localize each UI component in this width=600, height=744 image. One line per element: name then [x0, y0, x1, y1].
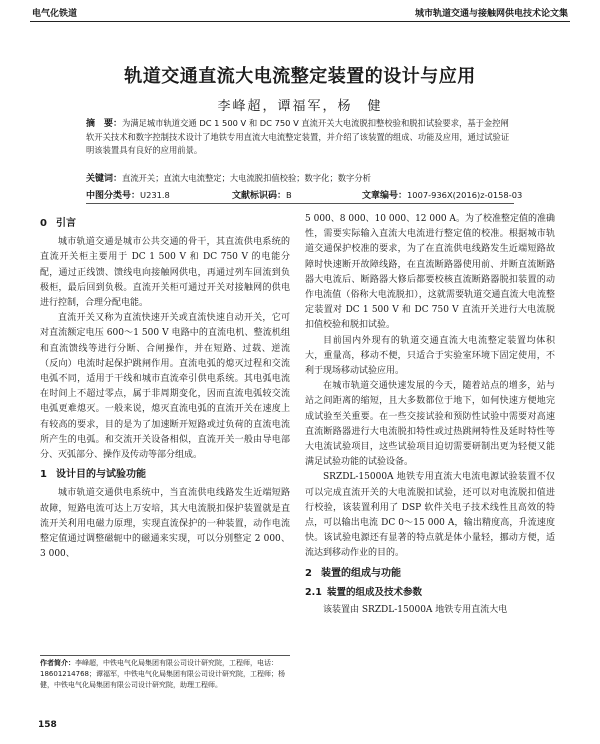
paragraph: SRZDL-15000A 地铁专用直流大电流电源试验装置不仅可以完成直流开关的大电流脱扣试验，还可以对电流脱扣值进行校验，该装置利用了 DSP 软件关电子技术线性且高效的特点，可以输出电流 DC 0～15 000 A，输出精度高，升流速度快。该试验电源还有显著的特点就是体小量轻，挪动方便，适流达到移动作业的目的。 [305, 472, 555, 559]
section-number: 0 [40, 218, 47, 229]
paragraph: 城市轨道交通供电系统中，当直流供电线路发生近端短路故障，短路电流可达上万安培，其大电流脱扣保护装置就是直流开关利用电磁力原理，实现直流保护的一种装置，动作电流整定值通过调整磁轭中的磁通来实现，可以分别整定 2 000、3 000、 [40, 488, 290, 560]
running-header [0, 0, 600, 22]
subsection-title: 装置的组成及技术参数 [327, 586, 423, 598]
doc-label: 文献标识码： [232, 191, 287, 201]
paragraph: 5 000、8 000、10 000、12 000 A。为了校准整定值的准确性，需要实际输入直流大电流进行整定值的校准。根据城市轨道交通保护校准的要求，为了在直流供电线路发生近端短路故障时快速断开故障线路，在直流断路器使用前、并断直流断路器大电流后、断路器大修后都要校核直流断路器脱扣装置的动作电流值（俗称大电流脱扣），这就需要轨道交通直流大电流整定装置对 DC 1 500 V 和 DC 750 V 直流开关进行大电流脱扣值校验和脱扣试验。 [305, 214, 555, 331]
document-code [232, 188, 292, 201]
paragraph: 目前国内外现有的轨道交通直流大电流整定装置均体积大，重量高，移动不便，只适合于实验室环境下固定使用，不利于现场移动试验应用。 [305, 335, 555, 377]
article-label: 文章编号： [362, 191, 408, 201]
clc-label: 中图分类号： [86, 191, 141, 201]
abstract-label: 摘 要： [86, 119, 123, 129]
paragraph: 直流开关又称为直流快速开关或直流快速自动开关，它可对直流额定电压 600～1 500 V 电路中的直流电机、整流机组和直流馈线等进行分断、合闸操作，并在短路、过载、逆流（反向）电流时起保护跳闸作用。直流电弧的熄灭过程和交流电弧不同，适用于干线和城市直流牵引供电系统。其电弧电流在时间上不超过零点，属于非周期变化，因而直流电弧较交流电弧更难熄灭。一般来说，熄灭直流电弧的直流开关在速度上有较高的要求，目的是为了加速断开短路或过负荷的直流电流所产生的电弧。和交流开关设备相似，直流开关一般由导电部分、灭弧部分、操作及传动等部分组成。 [40, 313, 290, 461]
abstract [86, 117, 514, 157]
keywords-label: 关键词： [86, 174, 123, 184]
subsection-number: 2.1 [305, 586, 322, 598]
keywords-text: 直流开关；直流大电流整定；大电流脱扣值校验；数字化；数字分析 [122, 173, 371, 183]
journal-name: 电气化铁道 [32, 9, 78, 19]
section-number: 2 [305, 567, 312, 579]
paragraph: 该装置由 SRZDL-15000A 地铁专用直流大电 [323, 605, 508, 616]
article-number [362, 188, 522, 201]
paper-title: 轨道交通直流大电流整定装置的设计与应用 [124, 66, 476, 87]
meta-rule [86, 203, 514, 204]
section-title: 引言 [56, 218, 76, 229]
section-heading [305, 566, 555, 581]
page-number: 158 [38, 720, 57, 730]
doc-value: B [286, 190, 292, 200]
section-heading [40, 467, 290, 482]
left-column [40, 212, 290, 562]
article-value: 1007-936X(2016)z-0158-03 [407, 190, 523, 200]
subsection-heading [305, 585, 555, 600]
right-column [305, 212, 555, 618]
section-heading [40, 216, 290, 231]
section-title: 设计目的与试验功能 [56, 469, 146, 481]
paragraph: 在城市轨道交通快速发展的今天，随着站点的增多，站与站之间距离的缩短，且大多数都位于地下，如何快速方便地完成试验至关重要。在一些交接试验和预防性试验中需要对高速直流断路器进行大电流脱扣特性或过热跳闸特性及延时特性等大电流试验项目，这些试验项目迫切需要研制出更为轻便又能满足试验功能的试验设备。 [305, 381, 555, 468]
section-title: 装置的组成与功能 [321, 567, 401, 579]
footnote-text: 李峰超，中铁电气化局集团有限公司设计研究院，工程师，电话：18601214768；谭福军，中铁电气化局集团有限公司设计研究院，工程师；杨 健，中铁电气化局集团有限公司设计研究院，助理工程师。 [40, 659, 292, 689]
keywords [86, 171, 514, 184]
author-footnote [40, 655, 290, 691]
section-number: 1 [40, 469, 47, 481]
paragraph: 城市轨道交通是城市公共交通的骨干，其直流供电系统的直流开关柜主要用于 DC 1 500 V 和 DC 750 V 的电能分配，通过正线馈、馈线电向接触网供电，再通过列车回流到负极柜，最后回到负极。直流开关柜可通过开关对接触网的供电进行控制，合理分配电能。 [40, 237, 290, 309]
abstract-text: 为满足城市轨道交通 DC 1 500 V 和 DC 750 V 直流开关大电流脱扣整校验和脱扣试验要求，基于金控闸软开关技术和数字控制技术设计了地铁专用直流大电流整定装置，并介绍了该装置的组成、功能及应用，通过试验证明该装置具有良好的应用前景。 [86, 118, 510, 155]
footnote-label: 作者简介： [40, 659, 75, 667]
clc-number [86, 188, 170, 201]
paper-authors: 李峰超，谭福军，杨 健 [217, 99, 383, 114]
header-rule [30, 21, 570, 22]
clc-value: U231.8 [140, 190, 170, 200]
collection-name: 城市轨道交通与接触网供电技术论文集 [414, 9, 568, 19]
